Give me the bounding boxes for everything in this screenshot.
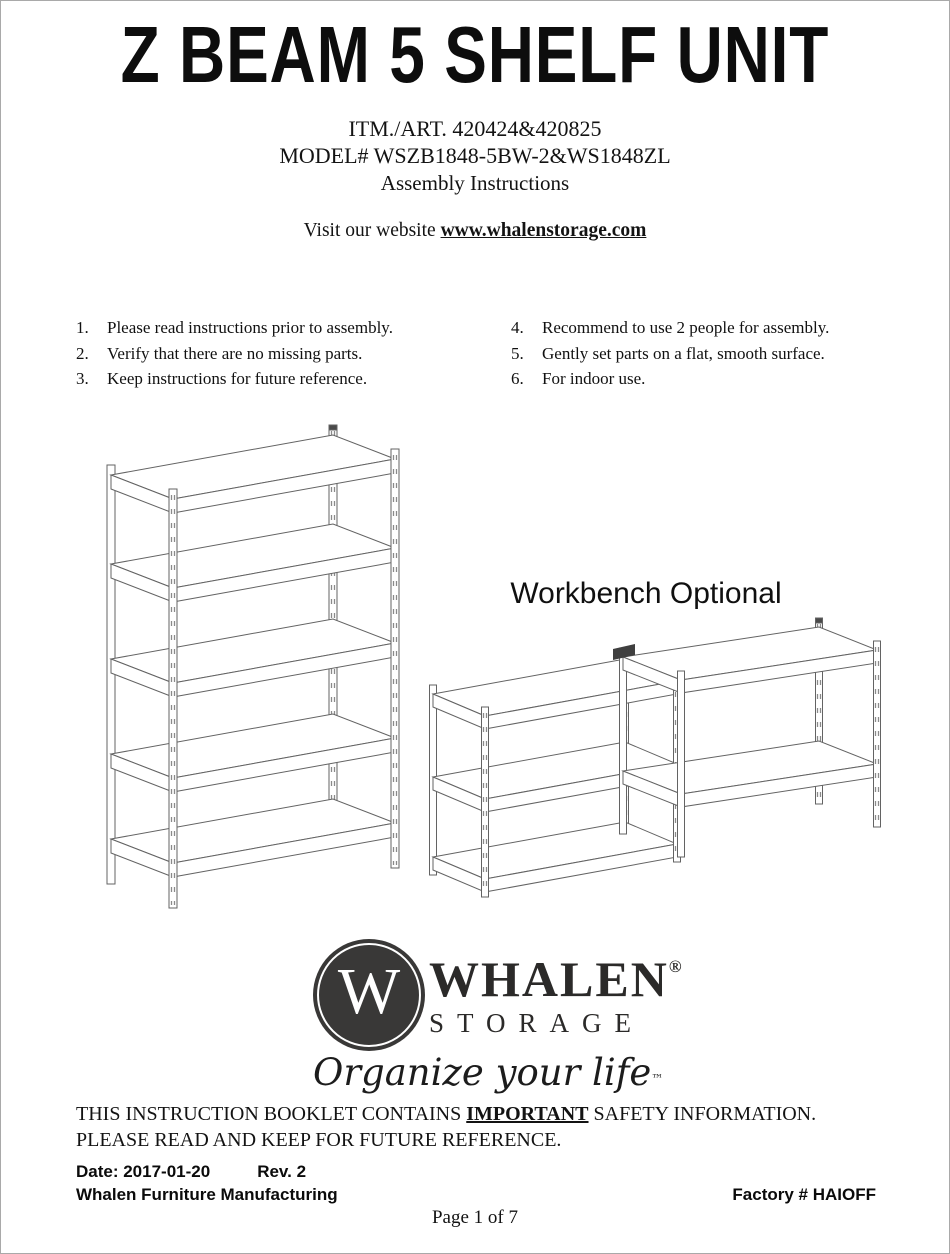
monogram-w: W	[337, 955, 401, 1028]
footer-manufacturer-row	[76, 1185, 876, 1205]
whalen-monogram-circle-icon	[313, 939, 425, 1051]
model-line: MODEL# WSZB1848-5BW-2&WS1848ZL	[279, 143, 671, 168]
registered-mark: ®	[668, 957, 682, 976]
list-item	[511, 315, 931, 341]
factory-label: Factory # HAIOFF	[732, 1185, 876, 1204]
safety-line-2: PLEASE READ AND KEEP FOR FUTURE REFERENCE.	[76, 1129, 562, 1151]
safety-line1-post: SAFETY INFORMATION.	[588, 1103, 817, 1125]
item-text: For indoor use.	[542, 369, 646, 388]
item-text: Gently set parts on a flat, smooth surface.	[542, 343, 825, 363]
document-title: Z BEAM 5 SHELF UNIT	[120, 10, 830, 99]
item-number: 5.	[511, 343, 524, 363]
item-number: 3.	[76, 369, 89, 388]
tagline-text: Organize your life	[313, 1051, 652, 1094]
list-item	[76, 366, 496, 392]
item-text: Keep instructions for future reference.	[107, 369, 368, 388]
logo-text-column	[429, 951, 682, 1039]
item-number: 6.	[511, 369, 524, 388]
date-label: Date: 2017-01-20	[76, 1162, 211, 1181]
item-number: 2.	[76, 343, 89, 363]
logo-tagline	[313, 1051, 664, 1094]
safety-notice	[76, 1101, 896, 1153]
safety-line-1	[76, 1101, 896, 1127]
instruction-list-right	[511, 315, 931, 392]
workbench-unit-drawing	[613, 618, 881, 857]
item-text: Please read instructions prior to assembly.	[107, 318, 393, 337]
workbench-optional-label: Workbench Optional	[510, 577, 782, 610]
itm-art-line: ITM./ART. 420424&420825	[348, 116, 602, 141]
item-text: Verify that there are no missing parts.	[107, 343, 363, 363]
list-item	[511, 366, 931, 392]
manufacturer-label: Whalen Furniture Manufacturing	[76, 1185, 338, 1204]
shelf-unit-shelves	[111, 435, 395, 877]
workbench-surfaces	[623, 627, 877, 807]
page-number: Page 1 of 7	[431, 1207, 518, 1228]
website-prefix-text: Visit our website	[303, 220, 441, 241]
five-shelf-unit-drawing	[107, 425, 399, 908]
website-line	[1, 220, 949, 242]
item-number: 4.	[511, 318, 524, 337]
assembly-instructions-subtitle: Assembly Instructions	[380, 171, 570, 195]
brand-name	[429, 951, 682, 1007]
storage-wordmark: STORAGE	[429, 1008, 645, 1038]
safety-line1-pre: THIS INSTRUCTION BOOKLET CONTAINS	[76, 1103, 467, 1125]
item-number: 1.	[76, 318, 89, 337]
website-link[interactable]: www.whalenstorage.com	[440, 220, 647, 241]
revision-label: Rev. 2	[257, 1162, 307, 1181]
safety-important-word: IMPORTANT	[466, 1103, 589, 1125]
title-block	[1, 9, 949, 101]
whalen-logo	[313, 939, 682, 1094]
list-item	[76, 341, 496, 367]
trademark-mark: ™	[651, 1072, 664, 1086]
list-item	[76, 315, 496, 341]
brand-name-text: WHALEN	[429, 951, 669, 1007]
assembly-diagram	[1, 401, 950, 941]
instruction-list-left	[76, 315, 496, 392]
logo-row	[313, 939, 682, 1051]
item-text: Recommend to use 2 people for assembly.	[542, 318, 830, 337]
footer-date-row	[76, 1162, 306, 1182]
list-item	[511, 341, 931, 367]
